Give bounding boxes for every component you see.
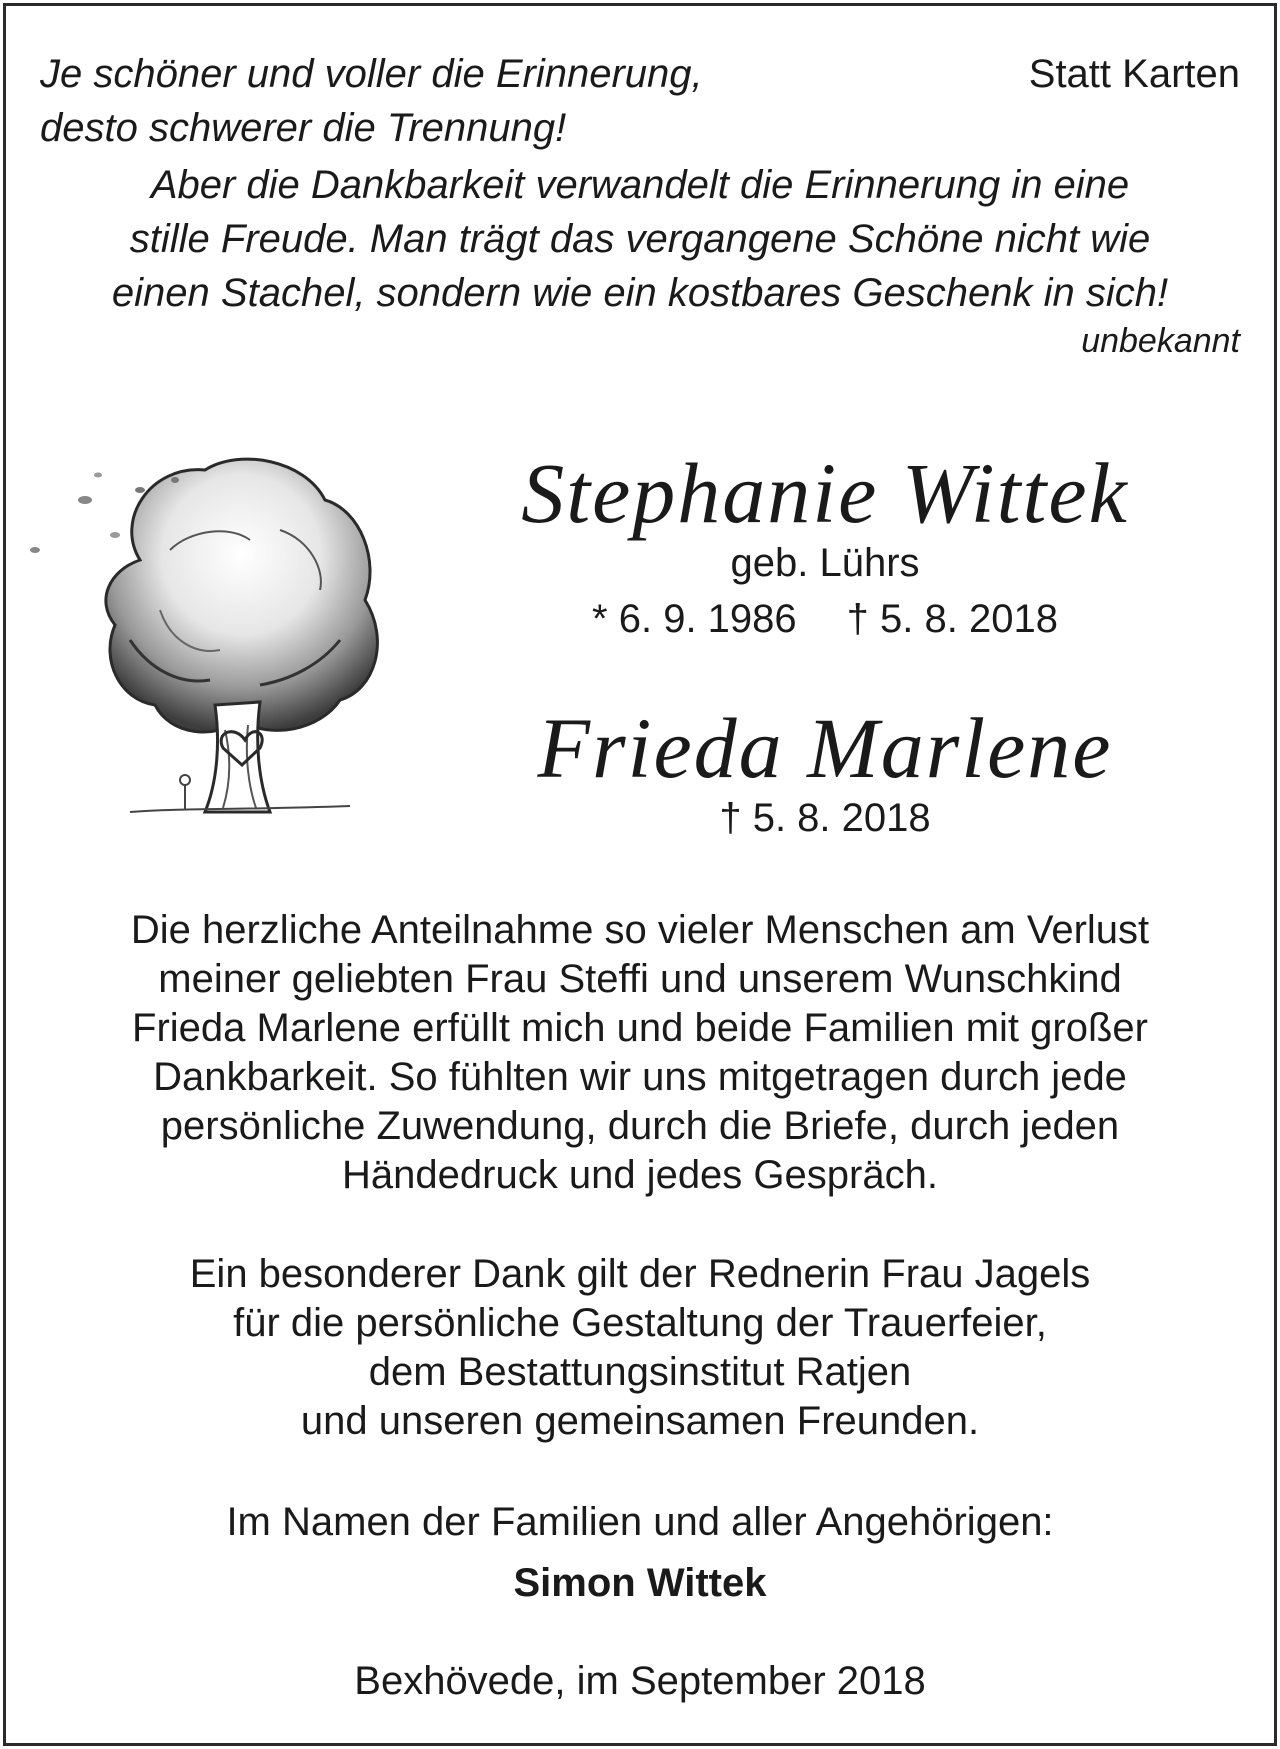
paragraph-line: Ein besonderer Dank gilt der Rednerin Frau Jagels [189, 1252, 1091, 1296]
quote-line-1: Je schöner und voller die Erinnerung, [40, 52, 703, 96]
thanks-paragraph-1 [0, 906, 1280, 1200]
quote-line-5: einen Stachel, sondern wie ein kostbares Geschenk in sich! [111, 271, 1169, 315]
born-name: geb. Lührs [730, 541, 920, 585]
paragraph-line: dem Bestattungsinstitut Ratjen [368, 1350, 912, 1394]
on-behalf-line: Im Namen der Familien und aller Angehörigen: [226, 1500, 1054, 1544]
paragraph-line: persönliche Zuwendung, durch die Briefe, durch jeden [160, 1104, 1120, 1148]
signer-name: Simon Wittek [513, 1561, 767, 1605]
birth-date: * 6. 9. 1986 [592, 597, 797, 641]
death-date-1: † 5. 8. 2018 [846, 597, 1058, 641]
statt-karten-label: Statt Karten [1028, 52, 1240, 96]
paragraph-line: meiner geliebten Frau Steffi und unserem Wunschkind [158, 957, 1122, 1001]
thanks-paragraph-2 [0, 1250, 1280, 1446]
deceased-name-2: Frieda Marlene [537, 700, 1113, 796]
place-date: Bexhövede, im September 2018 [354, 1659, 926, 1703]
quote-line-4: stille Freude. Man trägt das vergangene Schöne nicht wie [129, 217, 1151, 261]
paragraph-line: für die persönliche Gestaltung der Trauerfeier, [233, 1301, 1047, 1345]
paragraph-line: und unseren gemeinsamen Freunden. [300, 1399, 980, 1443]
death-date-2: † 5. 8. 2018 [719, 796, 931, 840]
paragraph-line: Die herzliche Anteilnahme so vieler Menschen am Verlust [130, 908, 1150, 952]
quote-author: unbekannt [1081, 322, 1240, 360]
dates-1 [460, 594, 1190, 644]
tree-icon [20, 440, 410, 850]
deceased-name-1: Stephanie Wittek [521, 445, 1129, 541]
quote-line-2: desto schwerer die Trennung! [40, 106, 567, 150]
paragraph-line: Händedruck und jedes Gespräch. [342, 1153, 938, 1197]
paragraph-line: Frieda Marlene erfüllt mich und beide Familien mit großer [132, 1006, 1148, 1050]
quote-line-3: Aber die Dankbarkeit verwandelt die Erinnerung in eine [150, 163, 1130, 207]
paragraph-line: Dankbarkeit. So fühlten wir uns mitgetragen durch jede [153, 1055, 1127, 1099]
